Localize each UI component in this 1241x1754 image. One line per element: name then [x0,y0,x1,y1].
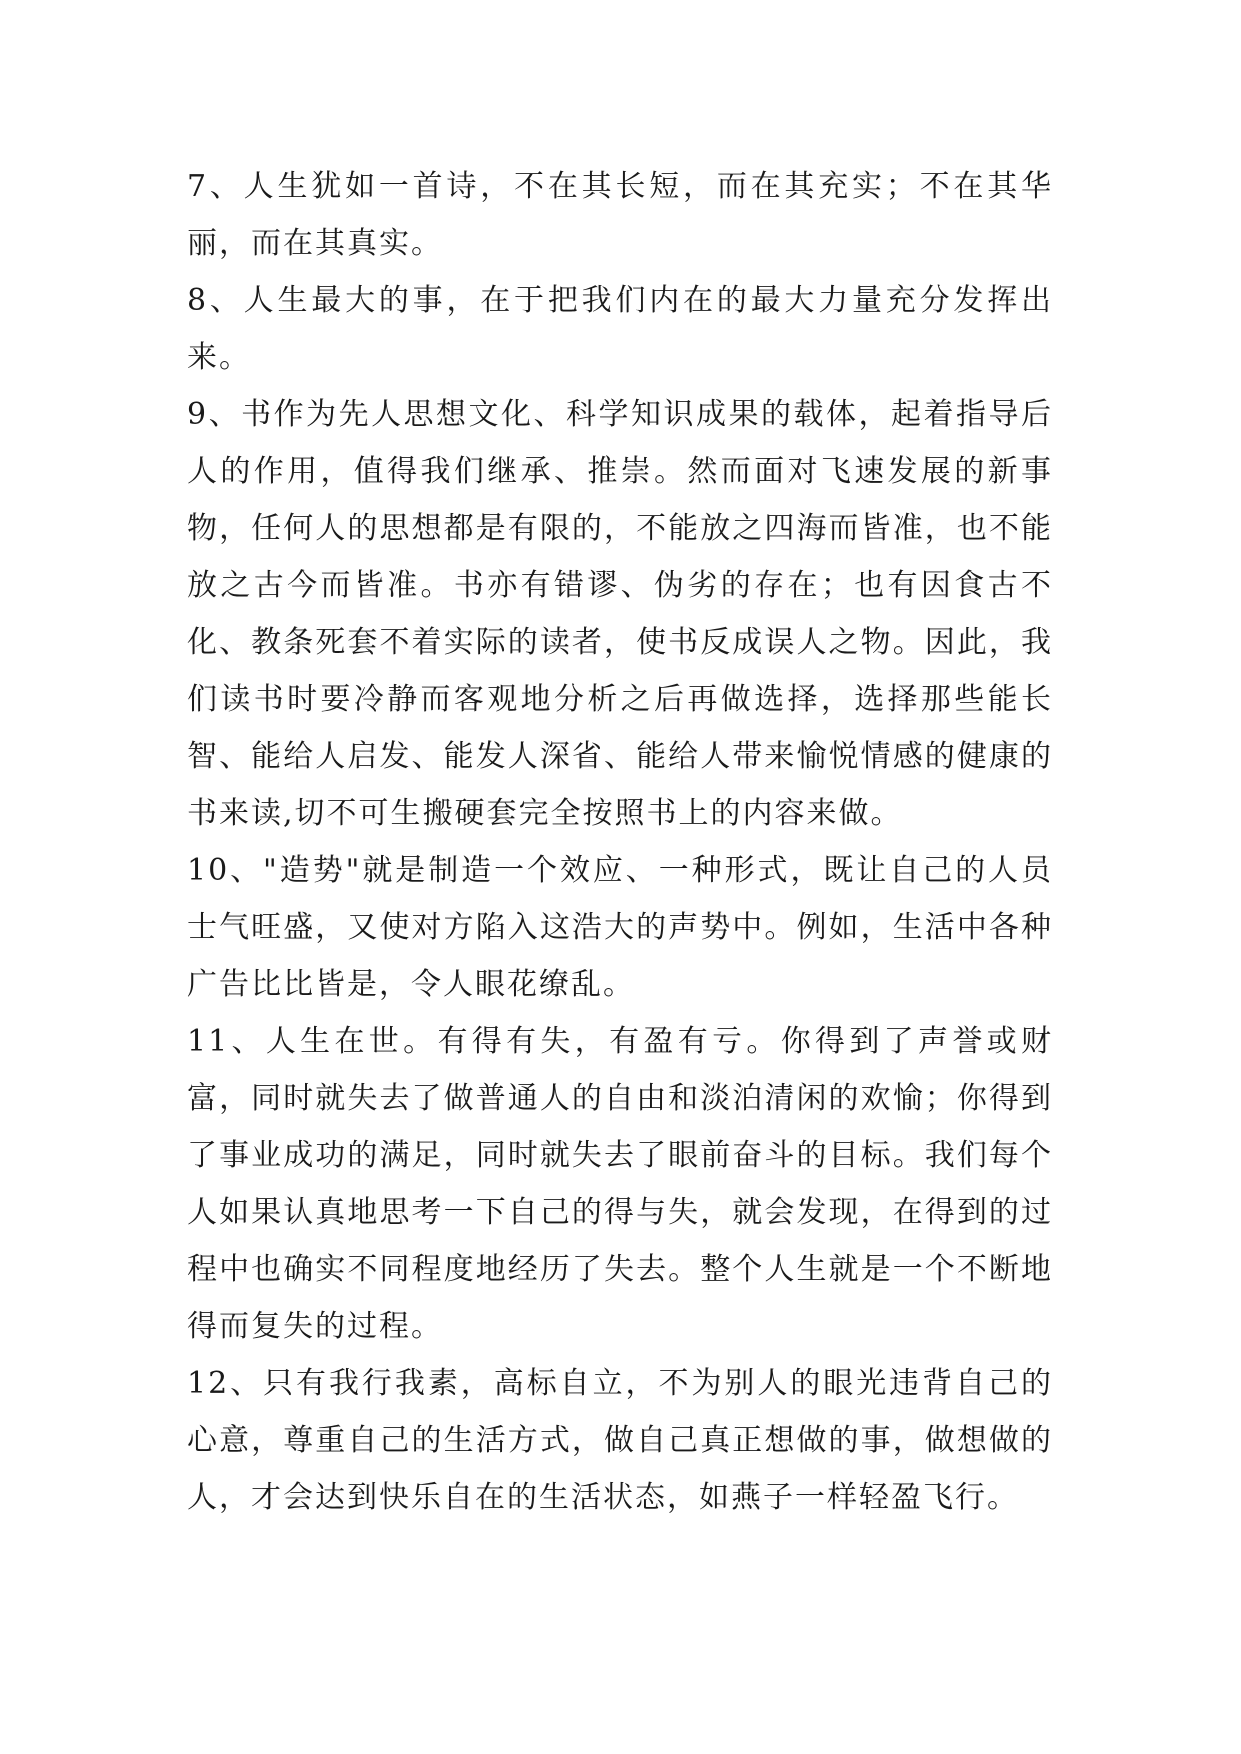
paragraph-item-10: 10、"造势"就是制造一个效应、一种形式，既让自己的人员士气旺盛，又使对方陷入这浩大的声势中。例如，生活中各种广告比比皆是，令人眼花缭乱。 [187,853,1053,1002]
paragraph-item-9: 9、书作为先人思想文化、科学知识成果的载体，起着指导后人的作用，值得我们继承、推崇。然而面对飞速发展的新事物，任何人的思想都是有限的，不能放之四海而皆准，也不能放之古今而皆准。书亦有错谬、伪劣的存在；也有因食古不化、教条死套不着实际的读者，使书反成误人之物。因此，我们读书时要冷静而客观地分析之后再做选择，选择那些能长智、能给人启发、能发人深省、能给人带来愉悦情感的健康的书来读,切不可生搬硬套完全按照书上的内容来做。 [187,397,1053,831]
paragraph-item-12: 12、只有我行我素，高标自立，不为别人的眼光违背自己的心意，尊重自己的生活方式，做自己真正想做的事，做想做的人，才会达到快乐自在的生活状态，如燕子一样轻盈飞行。 [187,1366,1053,1515]
paragraph-item-11: 11、人生在世。有得有失，有盈有亏。你得到了声誉或财富，同时就失去了做普通人的自由和淡泊清闲的欢愉；你得到了事业成功的满足，同时就失去了眼前奋斗的目标。我们每个人如果认真地思考一下自己的得与失，就会发现，在得到的过程中也确实不同程度地经历了失去。整个人生就是一个不断地得而复失的过程。 [187,1024,1053,1344]
document-body [187,158,1053,1526]
paragraph-item-7: 7、人生犹如一首诗，不在其长短，而在其充实；不在其华丽，而在其真实。 [187,169,1053,261]
paragraph-item-8: 8、人生最大的事，在于把我们内在的最大力量充分发挥出来。 [187,283,1053,375]
